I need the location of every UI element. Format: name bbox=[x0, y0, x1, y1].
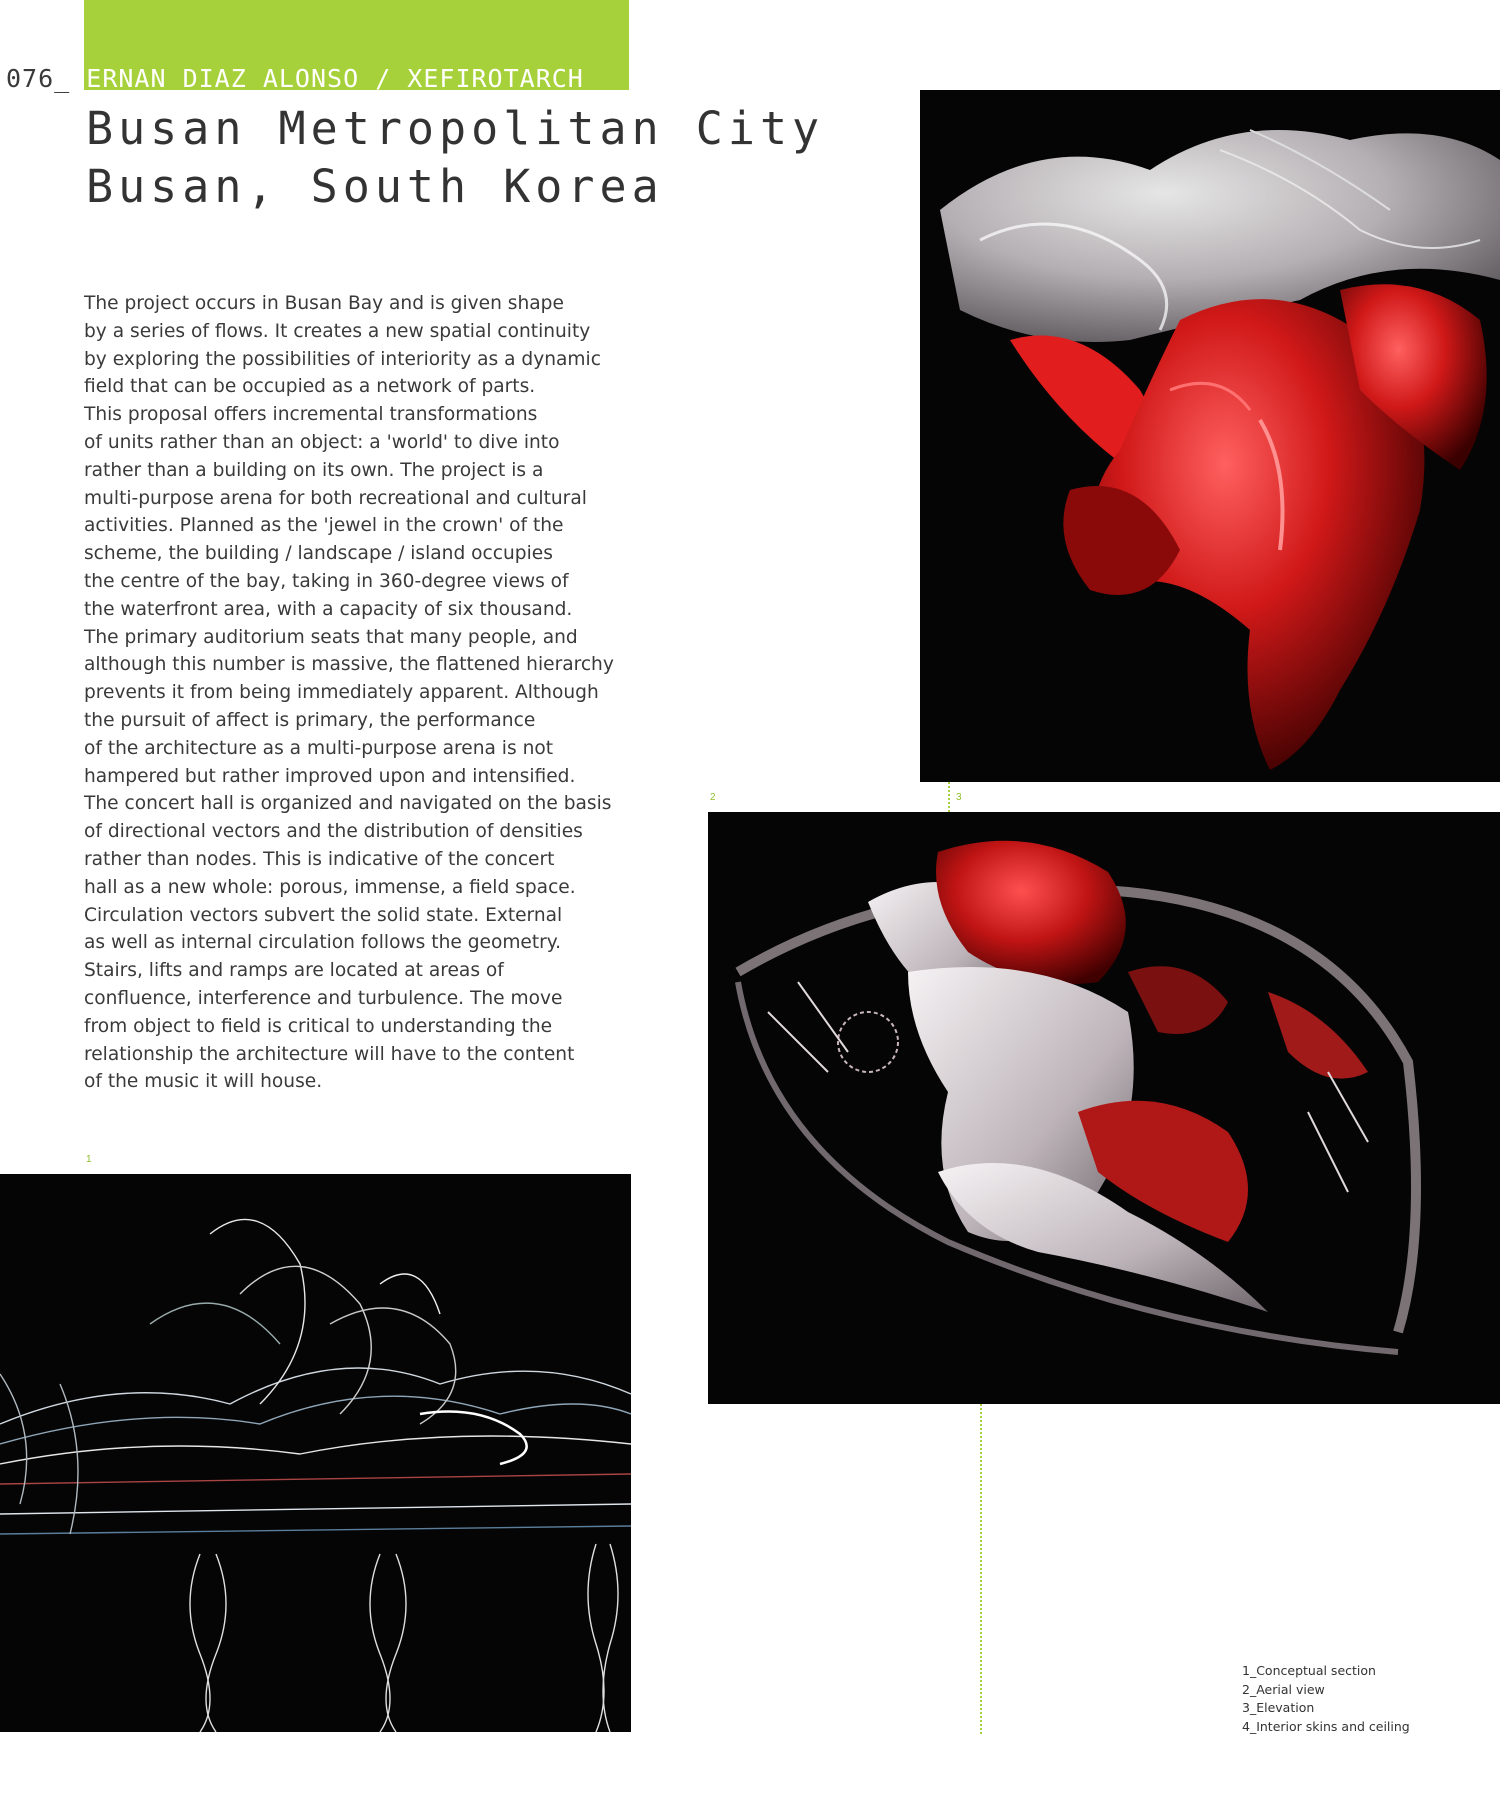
title-line-1: Busan Metropolitan City bbox=[86, 102, 825, 155]
running-header bbox=[6, 64, 584, 93]
image-conceptual-section bbox=[0, 1174, 631, 1732]
figure-number-3: 3 bbox=[956, 792, 962, 803]
caption-item: 1_Conceptual section bbox=[1242, 1663, 1376, 1678]
page-number: 076_ bbox=[6, 64, 71, 93]
image-interior-skins bbox=[920, 90, 1500, 782]
figure-captions bbox=[1242, 1662, 1410, 1736]
author-label: HERNAN DIAZ ALONSO / XEFIROTARCH bbox=[70, 64, 584, 93]
aerial-view-render bbox=[708, 812, 1500, 1404]
dotted-guide-lower bbox=[980, 1404, 982, 1734]
page-title bbox=[86, 100, 824, 216]
image-aerial-view bbox=[708, 812, 1500, 1404]
dotted-guide-upper bbox=[948, 782, 950, 812]
conceptual-section-render bbox=[0, 1174, 631, 1732]
title-line-2: Busan, South Korea bbox=[86, 160, 664, 213]
figure-number-2: 2 bbox=[710, 792, 716, 803]
figure-number-1: 1 bbox=[86, 1154, 92, 1165]
caption-item: 2_Aerial view bbox=[1242, 1681, 1325, 1697]
caption-item: 3_Elevation bbox=[1242, 1700, 1315, 1715]
body-text: The project occurs in Busan Bay and is given shape by a series of flows. It creates a new spatial continuity by exploring the possibilities of interiority as a dynamic field that can be occupied as a network of parts. This proposal offers incremental transformations of units rather than an object: a 'world' to dive into rather than a building on its own. The project is a multi-purpose arena for both recreational and cultural activities. Planned as the 'jewel in the crown' of the scheme, the building / landscape / island occupies the centre of the bay, taking in 360-degree views of the waterfront area, with a capacity of six thousand. The primary auditorium seats that many people, and although this number is massive, the flattened hierarchy prevents it from being immediately apparent. Although the pursuit of affect is primary, the performance of the architecture as a multi-purpose arena is not hampered but rather improved upon and intensified. The concert hall is organized and navigated on the basis of directional vectors and the distribution of densities rather than nodes. This is indicative of the concert hall as a new whole: porous, immense, a field space. Circulation vectors subvert the solid state. External as well as internal circulation follows the geometry. Stairs, lifts and ramps are located at areas of confluence, interference and turbulence. The move from object to field is critical to understanding the relationship the architecture will have to the content of the music it will house. bbox=[84, 293, 614, 1093]
caption-item: 4_Interior skins and ceiling bbox=[1242, 1718, 1410, 1734]
interior-skins-render bbox=[920, 90, 1500, 782]
